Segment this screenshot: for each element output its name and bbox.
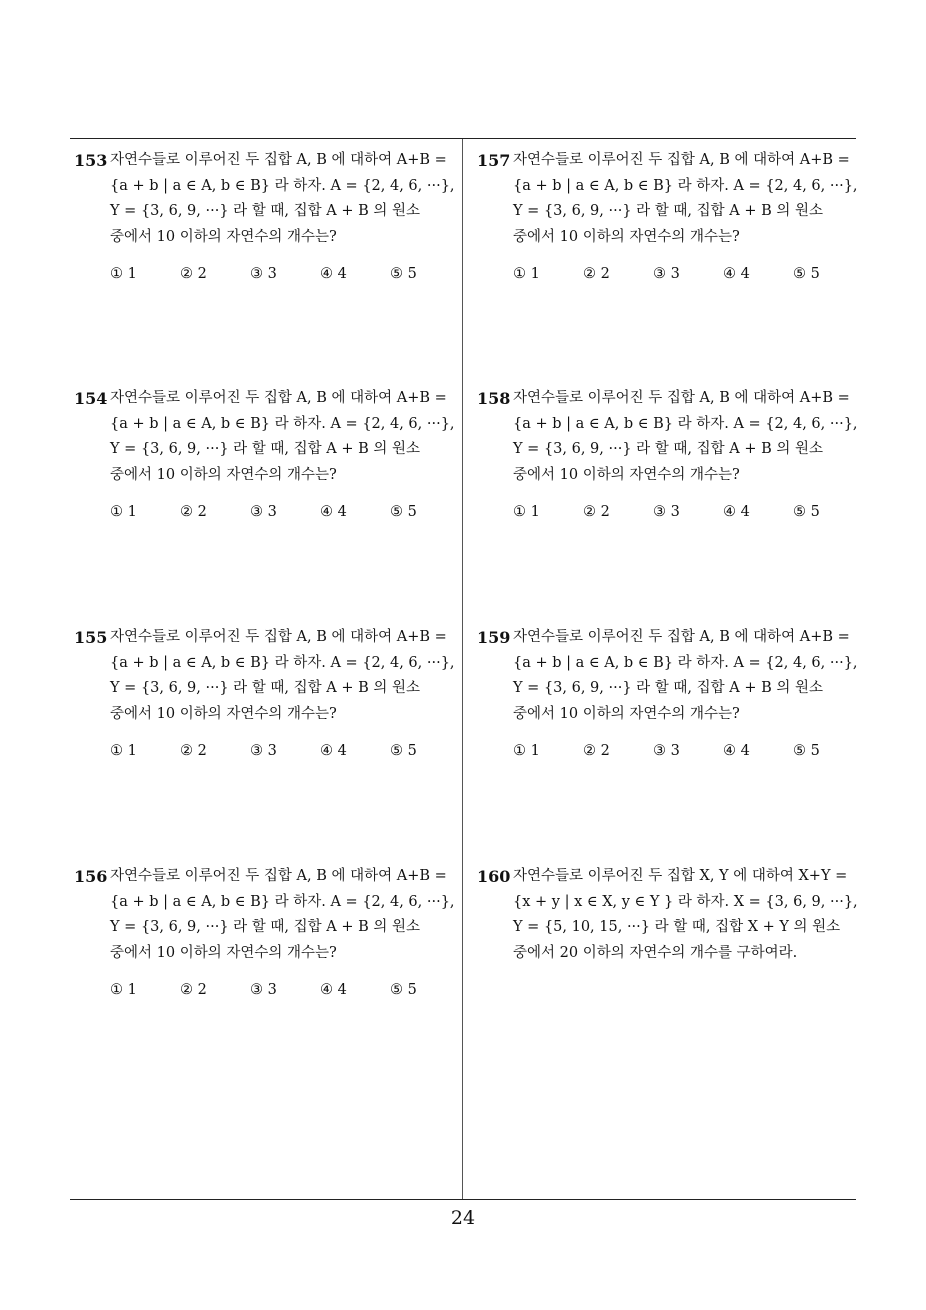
choice-2[interactable]: ② 2 — [583, 743, 610, 759]
answer-choices — [513, 262, 863, 288]
problem-line: Y = {3, 6, 9, ···} 라 할 때, 집합 A + B 의 원소 — [513, 680, 823, 696]
problem-line: {a + b | a ∈ A, b ∈ B} 라 하자. A = {2, 4, 6, ···}, — [513, 177, 858, 194]
problem-line: Y = {3, 6, 9, ···} 라 할 때, 집합 A + B 의 원소 — [110, 919, 420, 935]
choice-4[interactable]: ④ 4 — [723, 266, 750, 282]
answer-choices — [513, 500, 863, 526]
column-divider — [462, 139, 463, 1200]
problem-line: 중에서 10 이하의 자연수의 개수는? — [513, 228, 740, 245]
problem-number: 157 — [477, 151, 511, 170]
choice-5[interactable]: ⑤ 5 — [793, 743, 820, 759]
problem-line: 자연수들로 이루어진 두 집합 A, B 에 대하여 A+B = — [110, 868, 447, 884]
top-rule — [70, 138, 856, 139]
choice-4[interactable]: ④ 4 — [320, 743, 347, 759]
problem-line: Y = {3, 6, 9, ···} 라 할 때, 집합 A + B 의 원소 — [110, 203, 420, 219]
choice-4[interactable]: ④ 4 — [320, 266, 347, 282]
problem-number: 160 — [477, 867, 511, 886]
choice-1[interactable]: ① 1 — [513, 504, 540, 520]
choice-2[interactable]: ② 2 — [583, 266, 610, 282]
problem-number: 159 — [477, 628, 511, 647]
problem-line: {a + b | a ∈ A, b ∈ B} 라 하자. A = {2, 4, 6, ···}, — [513, 654, 858, 671]
problem-line: 자연수들로 이루어진 두 집합 A, B 에 대하여 A+B = — [513, 390, 850, 406]
problem-line: {a + b | a ∈ A, b ∈ B} 라 하자. A = {2, 4, 6, ···}, — [110, 415, 455, 432]
problem-number: 158 — [477, 389, 511, 408]
problem-line: 중에서 10 이하의 자연수의 개수는? — [513, 466, 740, 483]
answer-choices — [110, 500, 460, 526]
choice-2[interactable]: ② 2 — [180, 504, 207, 520]
choice-5[interactable]: ⑤ 5 — [390, 743, 417, 759]
problem-line: 자연수들로 이루어진 두 집합 A, B 에 대하여 A+B = — [110, 629, 447, 645]
choice-2[interactable]: ② 2 — [180, 266, 207, 282]
choice-2[interactable]: ② 2 — [180, 982, 207, 998]
choice-3[interactable]: ③ 3 — [653, 504, 680, 520]
choice-4[interactable]: ④ 4 — [723, 504, 750, 520]
choice-5[interactable]: ⑤ 5 — [390, 504, 417, 520]
problem-number: 156 — [74, 867, 108, 886]
problem-line: 중에서 10 이하의 자연수의 개수는? — [110, 705, 337, 722]
choice-5[interactable]: ⑤ 5 — [793, 504, 820, 520]
choice-5[interactable]: ⑤ 5 — [390, 982, 417, 998]
choice-4[interactable]: ④ 4 — [320, 504, 347, 520]
choice-1[interactable]: ① 1 — [110, 504, 137, 520]
choice-4[interactable]: ④ 4 — [723, 743, 750, 759]
problem-line: Y = {3, 6, 9, ···} 라 할 때, 집합 A + B 의 원소 — [110, 680, 420, 696]
choice-3[interactable]: ③ 3 — [250, 743, 277, 759]
choice-2[interactable]: ② 2 — [583, 504, 610, 520]
problem-line: 중에서 10 이하의 자연수의 개수는? — [110, 466, 337, 483]
problem-line: 자연수들로 이루어진 두 집합 A, B 에 대하여 A+B = — [513, 152, 850, 168]
problem-line: 중에서 20 이하의 자연수의 개수를 구하여라. — [513, 944, 798, 961]
problem-line: {a + b | a ∈ A, b ∈ B} 라 하자. A = {2, 4, 6, ···}, — [110, 893, 455, 910]
problem-line: 자연수들로 이루어진 두 집합 X, Y 에 대하여 X+Y = — [513, 868, 848, 884]
choice-3[interactable]: ③ 3 — [250, 266, 277, 282]
problem-number: 155 — [74, 628, 108, 647]
choice-3[interactable]: ③ 3 — [653, 266, 680, 282]
choice-3[interactable]: ③ 3 — [250, 504, 277, 520]
choice-1[interactable]: ① 1 — [513, 266, 540, 282]
problem-line: 자연수들로 이루어진 두 집합 A, B 에 대하여 A+B = — [513, 629, 850, 645]
choice-1[interactable]: ① 1 — [110, 266, 137, 282]
problem-line: {a + b | a ∈ A, b ∈ B} 라 하자. A = {2, 4, 6, ···}, — [110, 654, 455, 671]
problem-line: 중에서 10 이하의 자연수의 개수는? — [110, 228, 337, 245]
choice-5[interactable]: ⑤ 5 — [390, 266, 417, 282]
problem-line: Y = {3, 6, 9, ···} 라 할 때, 집합 A + B 의 원소 — [513, 441, 823, 457]
problem-line: 자연수들로 이루어진 두 집합 A, B 에 대하여 A+B = — [110, 152, 447, 168]
answer-choices — [110, 978, 460, 1004]
choice-3[interactable]: ③ 3 — [653, 743, 680, 759]
problem-line: {a + b | a ∈ A, b ∈ B} 라 하자. A = {2, 4, 6, ···}, — [513, 415, 858, 432]
choice-1[interactable]: ① 1 — [110, 982, 137, 998]
answer-choices — [110, 739, 460, 765]
problem-line: Y = {3, 6, 9, ···} 라 할 때, 집합 A + B 의 원소 — [110, 441, 420, 457]
problem-line: {a + b | a ∈ A, b ∈ B} 라 하자. A = {2, 4, 6, ···}, — [110, 177, 455, 194]
choice-1[interactable]: ① 1 — [110, 743, 137, 759]
choice-3[interactable]: ③ 3 — [250, 982, 277, 998]
problem-number: 153 — [74, 151, 108, 170]
bottom-rule — [70, 1199, 856, 1200]
problem-line: Y = {5, 10, 15, ···} 라 할 때, 집합 X + Y 의 원소 — [513, 919, 841, 935]
problem-line: Y = {3, 6, 9, ···} 라 할 때, 집합 A + B 의 원소 — [513, 203, 823, 219]
choice-1[interactable]: ① 1 — [513, 743, 540, 759]
answer-choices — [110, 262, 460, 288]
choice-5[interactable]: ⑤ 5 — [793, 266, 820, 282]
choice-4[interactable]: ④ 4 — [320, 982, 347, 998]
problem-line: 중에서 10 이하의 자연수의 개수는? — [110, 944, 337, 961]
answer-choices — [513, 739, 863, 765]
page-number: 24 — [450, 1207, 476, 1229]
problem-line: 중에서 10 이하의 자연수의 개수는? — [513, 705, 740, 722]
problem-line: 자연수들로 이루어진 두 집합 A, B 에 대하여 A+B = — [110, 390, 447, 406]
problem-number: 154 — [74, 389, 108, 408]
problem-line: {x + y | x ∈ X, y ∈ Y } 라 하자. X = {3, 6, 9, ···}, — [513, 893, 858, 910]
choice-2[interactable]: ② 2 — [180, 743, 207, 759]
